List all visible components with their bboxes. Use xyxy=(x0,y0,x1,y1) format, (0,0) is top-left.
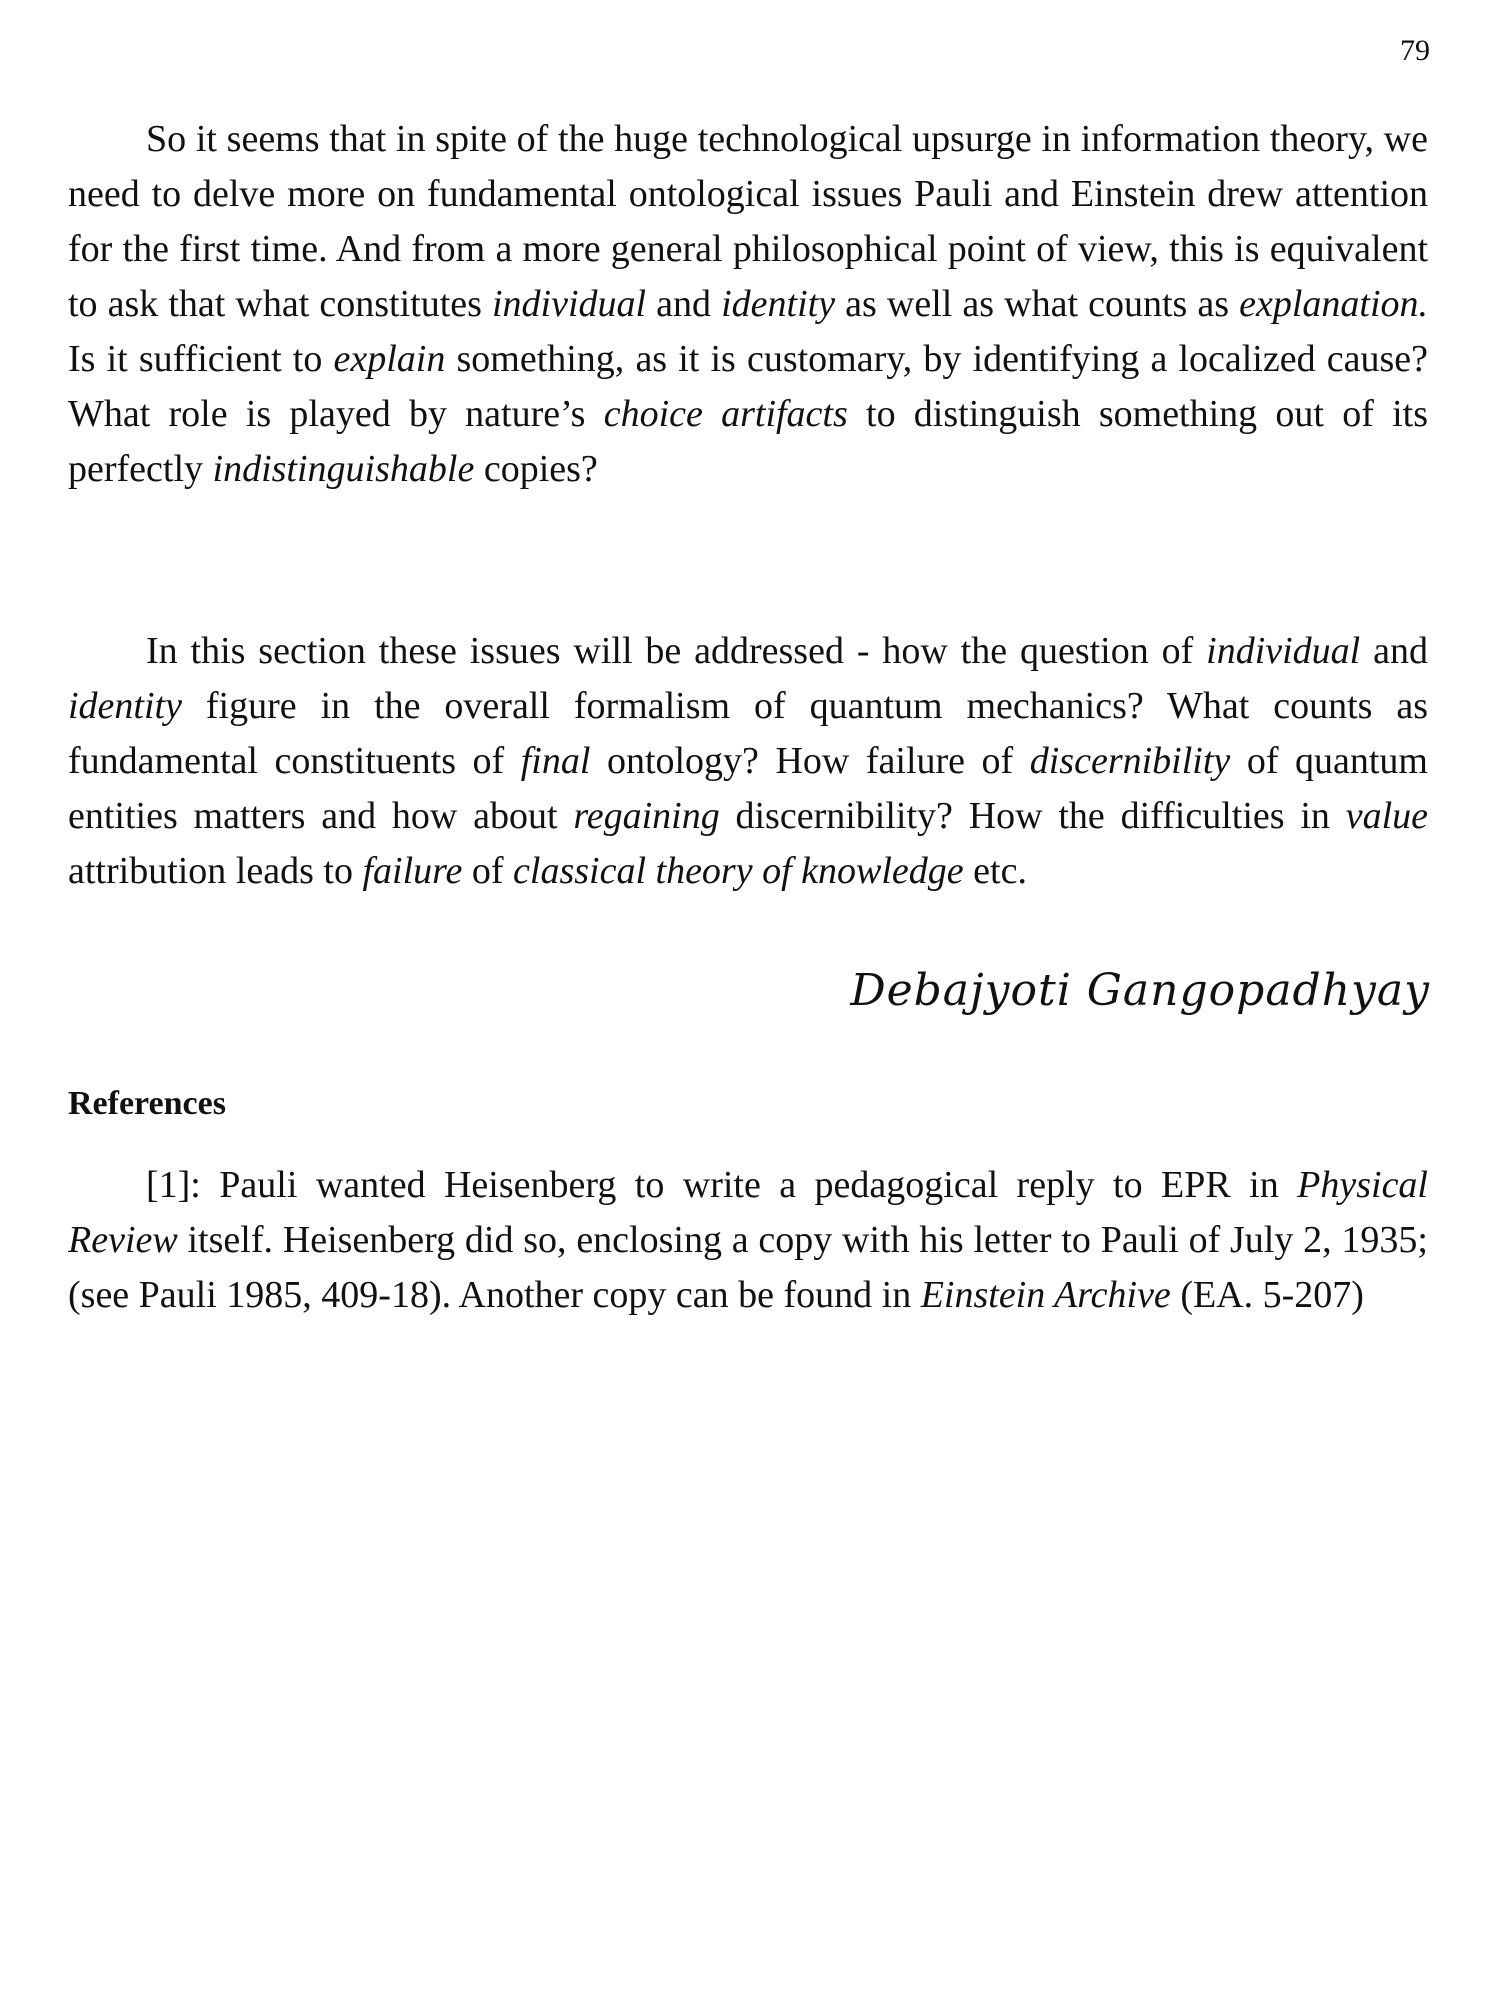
p1-italic-indistinguishable: indistinguishable xyxy=(212,448,475,490)
author-signature: Debajyoti Gangopadhyay xyxy=(850,965,1430,1016)
reference-1-text xyxy=(68,1158,1428,1323)
p2-italic-regaining: regaining xyxy=(573,795,720,837)
p2-italic-value: value xyxy=(1345,795,1428,837)
p1-text-4: Is it sufficient to xyxy=(68,338,334,380)
p2-italic-failure: failure xyxy=(362,850,463,892)
p2-italic-individual: individual xyxy=(1206,630,1361,672)
p2-italic-identity: identity xyxy=(68,685,182,727)
p1-text-6: to distinguish something out of its perfectly xyxy=(68,393,1428,490)
paragraph-1-text xyxy=(68,112,1428,497)
p1-text-1: So it seems that in spite of the huge technological upsurge in information theory, we need to delve more on fundamental ontological issues Pauli and Einstein drew attention for the first time. And from a more general philosophical point of view, this is equivalent to ask that what constitutes xyxy=(68,118,1428,325)
p2-text-7: attribution leads to xyxy=(68,850,363,892)
p1-text-5: something, as it is customary, by identifying a localized cause? What role is played by nature’s xyxy=(68,338,1428,435)
p1-text-7: copies? xyxy=(474,448,598,490)
p2-italic-discernibility: discernibility xyxy=(1029,740,1231,782)
p2-text-5: of quantum entities matters and how about xyxy=(68,740,1428,837)
p1-italic-explain: explain xyxy=(333,338,446,380)
ref1-text-3: (EA. 5-207) xyxy=(1170,1274,1364,1316)
paragraph-1 xyxy=(68,112,1428,497)
p2-text-2: and xyxy=(1360,630,1428,672)
references-heading: References xyxy=(68,1085,226,1122)
p2-text-4: ontology? How failure of xyxy=(590,740,1030,782)
p1-italic-explanation: explanation. xyxy=(1239,283,1428,325)
ref1-italic-einstein-archive: Einstein Archive xyxy=(920,1274,1171,1316)
p1-italic-individual: individual xyxy=(491,283,647,325)
paragraph-2-text xyxy=(68,624,1428,899)
p2-italic-classical-theory: classical theory of knowledge xyxy=(513,850,964,892)
p1-italic-identity: identity xyxy=(721,283,836,325)
p2-text-9: etc. xyxy=(963,850,1027,892)
paragraph-2 xyxy=(68,624,1428,899)
p2-text-8: of xyxy=(462,850,514,892)
ref1-text-1: [1]: Pauli wanted Heisenberg to write a pedagogical reply to EPR in xyxy=(146,1164,1298,1206)
ref1-text-2: itself. Heisenberg did so, enclosing a copy with his letter to Pauli of July 2, 1935; (see Pauli 1985, 409-18). Another copy can be found in xyxy=(68,1219,1428,1316)
reference-1 xyxy=(68,1158,1428,1323)
p2-text-6: discernibility? How the difficulties in xyxy=(719,795,1346,837)
ref1-italic-physical-review: Physical Review xyxy=(68,1164,1428,1261)
page-number: 79 xyxy=(1400,34,1430,67)
p2-text-3: figure in the overall formalism of quantum mechanics? What counts as fundamental constituents of xyxy=(68,685,1428,782)
p1-text-2: and xyxy=(646,283,722,325)
p2-text-1: In this section these issues will be addressed - how the question of xyxy=(146,630,1207,672)
p1-italic-choice-artifacts: choice artifacts xyxy=(603,393,848,435)
p2-italic-final: final xyxy=(520,740,591,782)
p1-text-3: as well as what counts as xyxy=(835,283,1240,325)
